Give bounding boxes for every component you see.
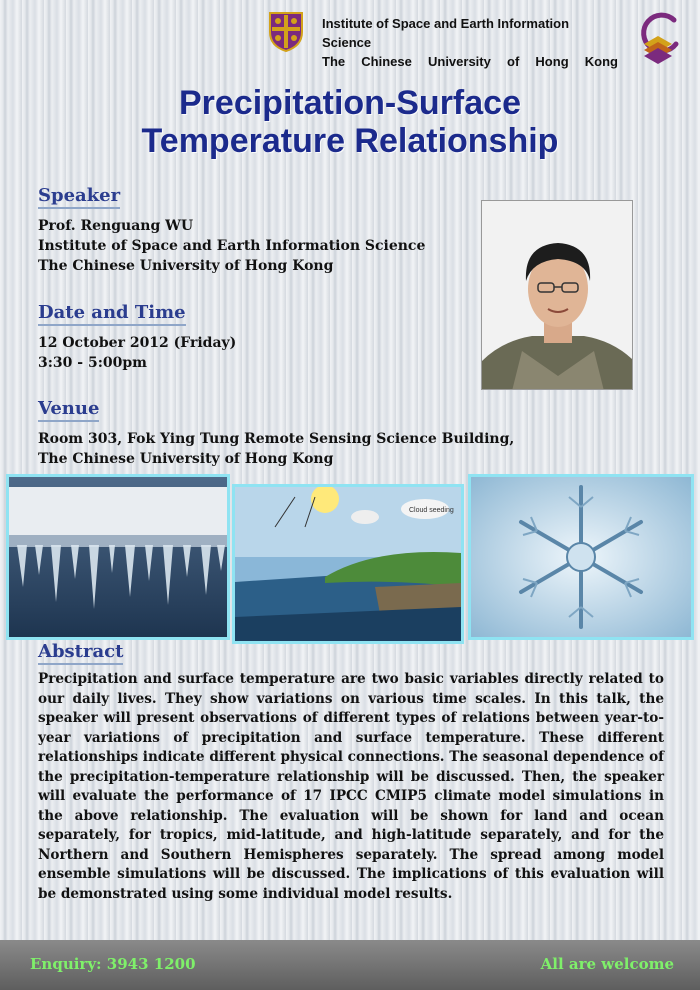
- header: [0, 0, 700, 70]
- speaker-university: The Chinese University of Hong Kong: [38, 258, 334, 274]
- title-line-2: Temperature Relationship: [141, 122, 559, 160]
- word: Kong: [584, 54, 618, 69]
- institute-logo: [634, 10, 682, 66]
- snowflake-picture: [471, 477, 691, 637]
- word: University: [427, 54, 491, 69]
- talk-title: [0, 84, 700, 160]
- talk-date: 12 October 2012 (Friday): [38, 335, 237, 351]
- abstract-heading: Abstract: [38, 641, 123, 665]
- snowflake-image: [468, 474, 694, 640]
- speaker-portrait: [482, 201, 633, 390]
- venue-details: [38, 429, 514, 469]
- climate-diagram-picture: [235, 487, 461, 641]
- word: The: [322, 54, 346, 69]
- icicles-picture: [9, 477, 227, 637]
- footer: [0, 940, 700, 990]
- speaker-photo: [481, 200, 633, 390]
- speaker-name: Prof. Renguang WU: [38, 218, 194, 234]
- word: of: [507, 54, 520, 69]
- institute-line-2: [322, 52, 618, 71]
- word: Chinese: [361, 54, 412, 69]
- talk-time: 3:30 - 5:00pm: [38, 355, 147, 371]
- datetime-heading: Date and Time: [38, 302, 186, 326]
- climate-diagram-image: [232, 484, 464, 644]
- diagram-label: Cloud seeding: [409, 507, 454, 514]
- venue-heading: Venue: [38, 398, 99, 422]
- speaker-details: [38, 216, 425, 276]
- welcome-note: All are welcome: [540, 955, 674, 973]
- institute-line-1: Institute of Space and Earth Information Science: [322, 16, 570, 50]
- title-line-1: Precipitation-Surface: [179, 84, 521, 122]
- venue-line-1: Room 303, Fok Ying Tung Remote Sensing Science Building,: [38, 431, 515, 447]
- speaker-institute: Institute of Space and Earth Information Science: [38, 238, 426, 254]
- cuhk-crest-logo: [266, 10, 306, 52]
- venue-line-2: The Chinese University of Hong Kong: [38, 451, 334, 467]
- speaker-heading: Speaker: [38, 185, 120, 209]
- icicles-image: [6, 474, 230, 640]
- datetime-details: [38, 333, 236, 373]
- word: Hong: [535, 54, 569, 69]
- abstract-text: Precipitation and surface temperature are two basic variables directly related to our daily lives. They show variations on various time scales. In this talk, the speaker will present observations of different types of relations between year-to-year variations of precipitation and surface temperature. These different relationships indicate different physical connections. The seasonal dependence of the precipitation-temperature relationship will be discussed. Then, the speaker will evaluate the performance of 17 IPCC CMIP5 climate model simulations in the above relationship. The evaluation will be shown for land and ocean separately, for tropics, mid-latitude, and high-latitude separately, and for the Northern and Southern Hemispheres separately. The spread among model ensemble simulations will be discussed. The implications of this evaluation will be demonstrated using some individual model results.: [38, 671, 664, 902]
- institute-name: [322, 14, 618, 71]
- enquiry-phone: Enquiry: 3943 1200: [30, 955, 196, 973]
